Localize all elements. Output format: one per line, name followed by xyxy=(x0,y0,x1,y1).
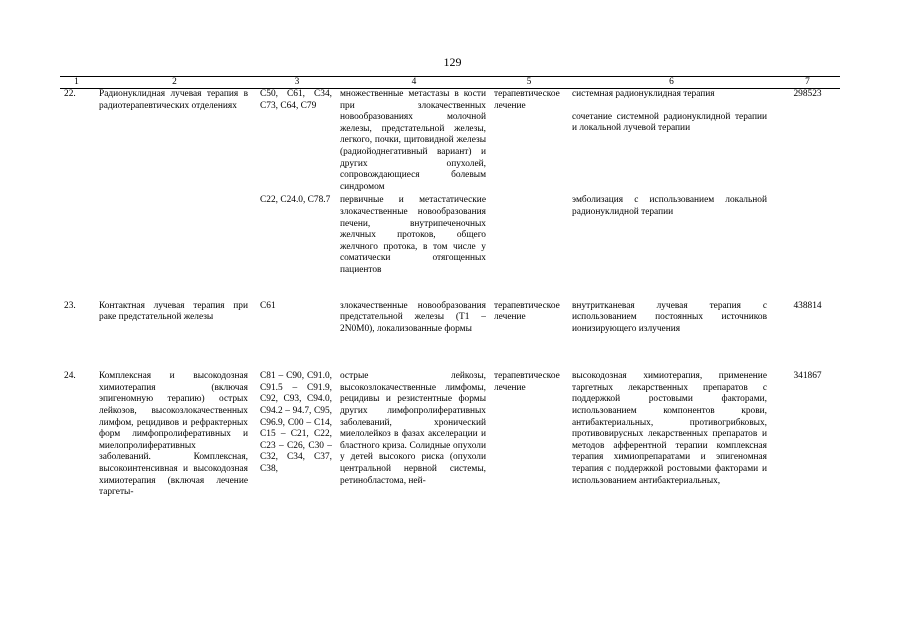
patient-model: множественные метастазы в кости при злокачественных новообразованиях молочной железы, предстательной железы, легкого, почки, щитовидной железы (радиойоднегативный вариант) и других опухолей, сопровождающиеся болевым синдромом xyxy=(340,89,486,192)
cost-value: 341867 xyxy=(793,371,822,382)
column-header: 7 xyxy=(775,77,840,89)
patient-model: острые лейкозы, высокозлокачественные лимфомы, рецидивы и резистентные формы других лимфопролиферативных заболеваний, хронический миелолейкоз в фазах акселерации и бластного криза. Солидные опухоли у детей высокого риска (опухоли центральной нервной системы, ретинобластома, ней- xyxy=(340,371,486,486)
column-header: 4 xyxy=(338,77,490,89)
treatment-type: терапевтическое лечение xyxy=(494,300,560,323)
treatment-type: терапевтическое лечение xyxy=(494,371,560,393)
cost-value: 438814 xyxy=(793,300,822,311)
treatment-type: терапевтическое лечение xyxy=(494,89,560,111)
column-header: 3 xyxy=(256,77,338,89)
care-type-name: Комплексная и высокодозная химиотерапия (включая эпигеномную терапию) острых лейкозов, высокозлокачественных лимфом, рецидивов и рефрактерных форм лимфопролиферативных и миелопролиферативных заболеваний. Комплексная, высокоинтенсивная и высокодозная химиотерапия (включая лечение таргеты- xyxy=(99,371,248,498)
column-header: 1 xyxy=(60,77,93,89)
row-number: 22. xyxy=(64,89,76,99)
method-item: системная радионуклидная терапия xyxy=(572,89,715,99)
cost-value: 298523 xyxy=(793,89,822,99)
icd-codes: C81 – C90, C91.0, C91.5 – C91.9, C92, C93, C94.0, C94.2 – 94.7, C95, C96.9, C00 – C14, C15 – C21, C22, C23 – C26, C30 – C32, C34, C37, C38, xyxy=(260,371,332,475)
page-number: 129 xyxy=(443,55,462,69)
icd-codes: C50, C61, C34, C73, C64, C79 xyxy=(260,89,332,111)
patient-model: злокачественные новообразования предстательной железы (T1 – 2N0M0), локализованные формы xyxy=(340,300,486,334)
row-number: 24. xyxy=(64,371,76,382)
method-item: сочетание системной радионуклидной терапии и локальной лучевой терапии xyxy=(572,111,767,134)
table-row xyxy=(60,89,840,194)
column-header: 5 xyxy=(490,77,568,89)
column-header: 6 xyxy=(568,77,775,89)
column-number-row xyxy=(60,77,840,89)
row-number: 23. xyxy=(64,300,76,311)
treatment-method: эмболизация с использованием локальной радионуклидной терапии xyxy=(572,195,767,217)
treatment-method: внутритканевая лучевая терапия с использованием постоянных источников ионизирующего излучения xyxy=(572,300,767,334)
table-row xyxy=(60,371,840,499)
icd-codes: C61 xyxy=(260,300,276,311)
treatment-table xyxy=(60,76,840,499)
table-subrow xyxy=(60,193,840,276)
patient-model: первичные и метастатические злокачественные новообразования печени, внутрипеченочных желчных протоков, общего желчного протока, в том числе у соматически отягощенных пациентов xyxy=(340,195,486,275)
treatment-method xyxy=(568,89,775,194)
column-header: 2 xyxy=(93,77,256,89)
care-type-name: Контактная лучевая терапия при раке предстательной железы xyxy=(99,300,248,323)
icd-codes: C22, C24.0, C78.7 xyxy=(260,195,331,206)
table-row xyxy=(60,301,840,336)
treatment-method: высокодозная химиотерапия, применение таргетных лекарственных препаратов с поддержкой ростовыми факторами, использованием компонентов крови, антибактериальных, противогрибковых, противовирусных лекарственных препаратов и методов афферентной терапии комплексная терапия химиопрепаратами и эпигеномная терапия с поддержкой ростовыми факторами и использованием антибактериальных, xyxy=(572,371,767,486)
care-type-name: Радионуклидная лучевая терапия в радиотерапевтических отделениях xyxy=(99,89,248,111)
